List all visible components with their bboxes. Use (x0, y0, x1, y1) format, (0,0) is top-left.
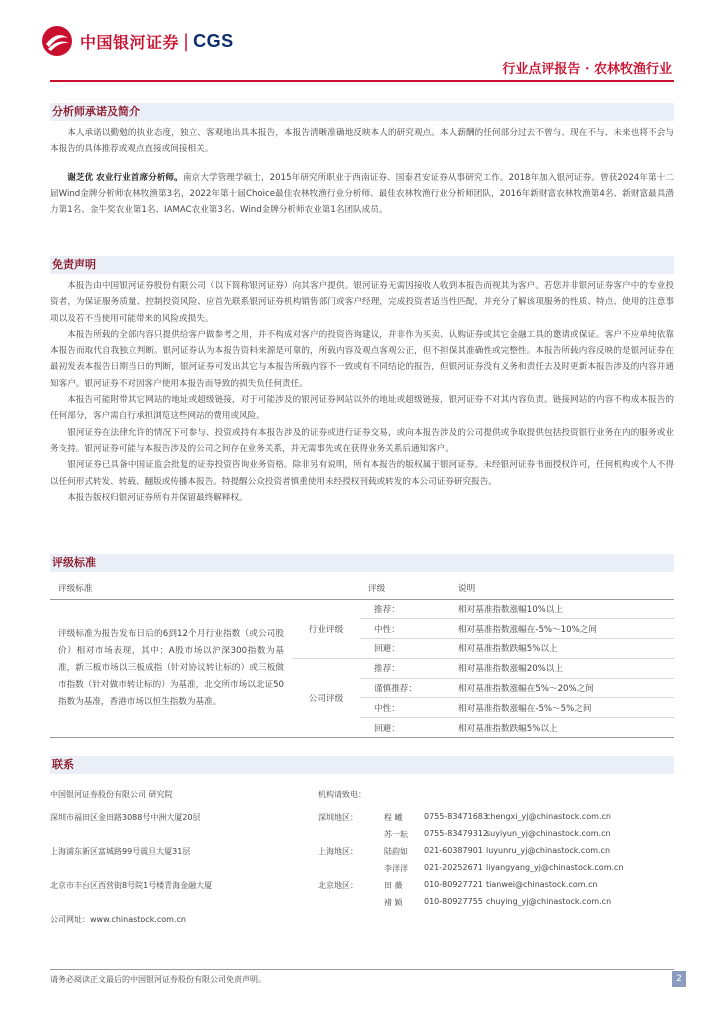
analyst-bio-text: 南京大学管理学硕士，2015年研究所职业于西南证券、国泰君安证券从事研究工作。2018年加入银河证券。曾获2024年第十二届Wind金牌分析师农林牧渔第3名，2022年第十届Choice最佳农林牧渔行业分析师、最佳农林牧渔行业分析师团队，2016年新财富农林牧渔第4名、新财富最具潜力第1名、金牛奖农业第1名、IAMAC农业第3名、Wind金牌分析师农业第1名团队成员。 (50, 172, 674, 216)
analyst-role: 农业行业首席分析师。 (96, 172, 183, 183)
rating-standard-text: 评级标准为报告发布日后的6到12个月行业指数（或公司股价）相对市场表现，其中：A股市场以沪深300指数为基准，新三板市场以三板成指（针对协议转让标的）或三板做市指数（针对做市转让标的）为基准，北交所市场以北证50指数为基准，香港市场以恒生指数为基准。 (50, 599, 292, 738)
contact-phone: 010-80927721 (424, 880, 483, 889)
contact-email[interactable]: suyiyun_yj@chinastock.com.cn (486, 829, 611, 838)
contact-name: 苏一耘 (384, 830, 408, 839)
institution-label: 机构请致电： (318, 790, 366, 799)
brand-name-cn: 中国银河证券 (80, 32, 180, 52)
contact-name: 褚 颖 (384, 898, 403, 907)
brand-logo (40, 24, 234, 58)
region-shenzhen: 深圳地区： (318, 813, 358, 822)
section-title-contact: 联系 (50, 756, 674, 774)
disclaimer-paragraph: 银河证券在法律允许的情况下可参与、投资或持有本报告涉及的证券或进行证券交易，或向本报告涉及的公司提供或争取提供包括投资银行业务在内的服务或业务支持。银河证券可能与本报告涉及的公司之间存在业务关系，并无需事先或在获得业务关系后通知客户。 (50, 427, 674, 454)
contact-phone: 010-80927755 (424, 897, 483, 906)
section-title-analyst: 分析师承诺及简介 (50, 103, 674, 121)
analyst-name: 谢芝优 (67, 172, 94, 183)
footer-disclaimer-note: 请务必阅读正文最后的中国银河证券股份有限公司免责声明。 (50, 975, 266, 984)
brand-name-en: CGS (193, 30, 234, 51)
rating-explanation: 相对基准指数涨幅10%以上 (444, 599, 674, 619)
page-header (0, 0, 724, 80)
analyst-section (50, 103, 674, 218)
header-rating: 评级 (360, 578, 444, 599)
brand-separator: | (183, 30, 190, 52)
rating-table (50, 578, 674, 738)
contact-phone: 021-20252671 (424, 863, 483, 872)
rating-level: 中性： (360, 619, 444, 639)
company-name: 中国银河证券股份有限公司 研究院 (50, 790, 173, 799)
rating-explanation: 相对基准指数跌幅5%以上 (444, 718, 674, 738)
header-desc: 说明 (444, 578, 674, 599)
header-spacer (292, 578, 360, 599)
contact-name: 田 薇 (384, 881, 403, 890)
disclaimer-section (50, 256, 674, 506)
rating-table-header (50, 578, 674, 599)
disclaimer-paragraph: 本报告所载的全部内容只提供给客户做参考之用，并不构成对客户的投资咨询建议，并非作为买卖、认购证券或其它金融工具的邀请或保证。客户不应单纯依靠本报告而取代自我独立判断。银河证券认为本报告资料来源是可靠的，所载内容及观点客观公正，但不担保其准确性或完整性。本报告所载内容反映的是银河证券在最初发表本报告日期当日的判断，银河证券可发出其它与本报告所载内容不一致或有不同结论的报告，但银河证券没有义务和责任去及时更新本报告涉及的内容并通知客户。银河证券不对因客户使用本报告而导致的损失负任何责任。 (50, 329, 674, 389)
rating-level: 中性： (360, 698, 444, 718)
address-beijing: 北京市丰台区西营街8号院1号楼青海金融大厦 (50, 881, 213, 890)
contact-name: 程 曦 (384, 813, 403, 822)
disclaimer-paragraph: 本报告版权归银河证券所有并保留最终解释权。 (67, 492, 248, 503)
contact-phone: 0755-83471683 (424, 812, 488, 821)
header-standard: 评级标准 (50, 578, 292, 599)
rating-explanation: 相对基准指数涨幅在-5%～10%之间 (444, 619, 674, 639)
rating-explanation: 相对基准指数涨幅20%以上 (444, 658, 674, 678)
contact-name: 李洋洋 (384, 864, 408, 873)
header-divider (50, 80, 674, 82)
disclaimer-paragraph: 银河证券已具备中国证监会批复的证券投资咨询业务资格。除非另有说明，所有本报告的版权属于银河证券。未经银河证券书面授权许可，任何机构或个人不得以任何形式转发、转载、翻版或传播本报告。特提醒公众投资者慎重使用未经授权刊载或转发的本公司证券研究报告。 (50, 460, 674, 487)
footer-divider (50, 969, 674, 970)
rating-level: 回避： (360, 639, 444, 659)
rating-group-industry: 行业评级 (292, 599, 360, 658)
table-row (50, 599, 674, 619)
contact-email[interactable]: luyunru_yj@chinastock.com.cn (486, 846, 611, 855)
contact-email[interactable]: chengxi_yj@chinastock.com.cn (486, 812, 611, 821)
rating-explanation: 相对基准指数涨幅在5%～20%之间 (444, 678, 674, 698)
analyst-commitment: 本人承诺以勤勉的执业态度，独立、客观地出具本报告，本报告清晰准确地反映本人的研究观点。本人薪酬的任何部分过去不曾与、现在不与、未来也将不会与本报告的具体推荐或观点直接或间接相关。 (50, 128, 674, 155)
disclaimer-paragraph: 本报告可能附带其它网站的地址或超级链接，对于可能涉及的银河证券网站以外的地址或超级链接，银河证券不对其内容负责。链接网站的内容不构成本报告的任何部分，客户需自行承担浏览这些网站的费用或风险。 (50, 395, 674, 422)
rating-level: 回避： (360, 718, 444, 738)
contact-phone: 0755-83479312 (424, 829, 488, 838)
rating-level: 谨慎推荐： (360, 678, 444, 698)
contact-section (50, 756, 674, 774)
contact-email[interactable]: tianwei@chinastock.com.cn (486, 880, 598, 889)
contact-phone: 021-60387901 (424, 846, 483, 855)
analyst-bio (50, 170, 674, 219)
rating-explanation: 相对基准指数跌幅5%以上 (444, 639, 674, 659)
section-title-rating: 评级标准 (50, 554, 674, 572)
rating-section (50, 554, 674, 738)
rating-group-company: 公司评级 (292, 658, 360, 737)
region-shanghai: 上海地区： (318, 847, 358, 856)
contact-email[interactable]: liyangyang_yj@chinastock.com.cn (486, 863, 624, 872)
brand-logo-icon (40, 24, 74, 58)
report-type-title: 行业点评报告 · 农林牧渔行业 (502, 62, 672, 77)
company-website[interactable]: 公司网址：www.chinastock.com.cn (50, 915, 186, 924)
contact-email[interactable]: chuying_yj@chinastock.com.cn (486, 897, 612, 906)
region-beijing: 北京地区： (318, 881, 358, 890)
address-shanghai: 上海浦东新区富城路99号震旦大厦31层 (50, 847, 191, 856)
section-title-disclaimer: 免责声明 (50, 256, 674, 274)
address-shenzhen: 深圳市福田区金田路3088号中洲大厦20层 (50, 813, 201, 822)
rating-explanation: 相对基准指数涨幅在-5%～5%之间 (444, 698, 674, 718)
page-number: 2 (672, 971, 686, 987)
disclaimer-paragraph: 本报告由中国银河证券股份有限公司（以下简称银河证券）向其客户提供。银河证券无需因接收人收到本报告而视其为客户。若您并非银河证券客户中的专业投资者，为保证服务质量、控制投资风险、应首先联系银河证券机构销售部门或客户经理，完成投资者适当性匹配，并充分了解该项服务的性质、特点、使用的注意事项以及若不当使用可能带来的风险或损失。 (50, 281, 674, 324)
rating-level: 推荐： (360, 658, 444, 678)
rating-level: 推荐： (360, 599, 444, 619)
contact-name: 陆韵如 (384, 847, 408, 856)
